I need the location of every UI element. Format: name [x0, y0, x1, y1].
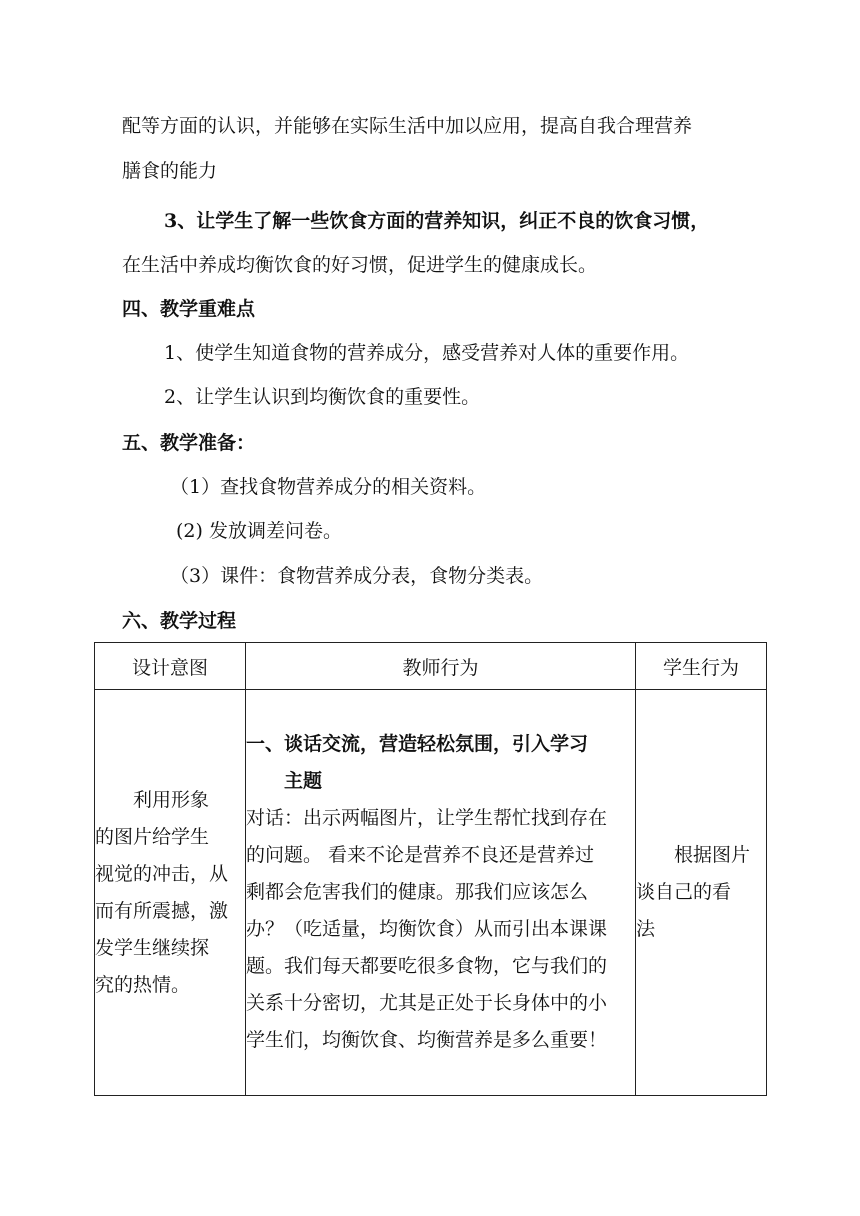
teaching-process-table [94, 642, 767, 1096]
body-text-line: 配等方面的认识，并能够在实际生活中加以应用，提高自我合理营养 [122, 115, 693, 137]
section-heading: 四、教学重难点 [122, 298, 256, 320]
table-row [95, 690, 767, 1096]
body-text-line-lead: 3、让学生了解一些饮食方面的营养知识，纠正不良的饮食习惯， [164, 210, 710, 232]
table-header-cell: 教师行为 [246, 643, 636, 690]
list-item: （1）查找食物营养成分的相关资料。 [170, 476, 487, 498]
teacher-text-line: 题。我们每天都要吃很多食物，它与我们的 [246, 955, 608, 977]
student-behavior-cell [636, 690, 767, 1096]
table-header-cell: 学生行为 [636, 643, 767, 690]
body-text-line: 膳食的能力 [122, 160, 218, 182]
design-intent-line: 发学生继续探 [95, 936, 210, 959]
design-intent-cell [95, 690, 246, 1096]
teacher-heading: 主题 [284, 770, 323, 792]
design-intent-line: 利用形象 [133, 788, 210, 811]
student-text-line: 根据图片 [674, 844, 751, 866]
body-text-line: 在生活中养成均衡饮食的好习惯，促进学生的健康成长。 [122, 254, 598, 276]
table-header-cell: 设计意图 [95, 643, 246, 690]
design-intent-line: 视觉的冲击，从 [95, 862, 229, 885]
teacher-text-line: 关系十分密切，尤其是正处于长身体中的小 [246, 992, 608, 1014]
design-intent-line: 的图片给学生 [95, 825, 210, 848]
teacher-text-line: 学生们，均衡饮食、均衡营养是多么重要！ [246, 1029, 608, 1051]
list-item: （3）课件：食物营养成分表，食物分类表。 [170, 565, 544, 587]
teacher-text-line: 剩都会危害我们的健康。那我们应该怎么 [246, 881, 589, 903]
section-heading: 五、教学准备： [122, 432, 256, 454]
teacher-behavior-cell [246, 690, 636, 1096]
list-item: (2) 发放调差问卷。 [176, 520, 342, 542]
list-item: 2、让学生认识到均衡饮食的重要性。 [164, 386, 481, 408]
teacher-text-line: 对话：出示两幅图片，让学生帮忙找到存在 [246, 807, 608, 829]
design-intent-line: 而有所震撼，激 [95, 899, 229, 922]
teacher-text-line: 办？（吃适量，均衡饮食）从而引出本课课 [246, 918, 608, 940]
body-text-line [164, 209, 709, 233]
table-header-row [95, 643, 767, 690]
design-intent-line: 究的热情。 [95, 973, 191, 996]
teacher-text-line: 的问题。 看来不论是营养不良还是营养过 [246, 844, 595, 866]
teacher-heading: 一、谈话交流，营造轻松氛围，引入学习 [246, 733, 589, 755]
student-text-line: 法 [636, 918, 656, 940]
section-heading: 六、教学过程 [122, 610, 237, 632]
list-item: 1、使学生知道食物的营养成分，感受营养对人体的重要作用。 [164, 342, 690, 364]
student-text-line: 谈自己的看 [636, 881, 732, 903]
